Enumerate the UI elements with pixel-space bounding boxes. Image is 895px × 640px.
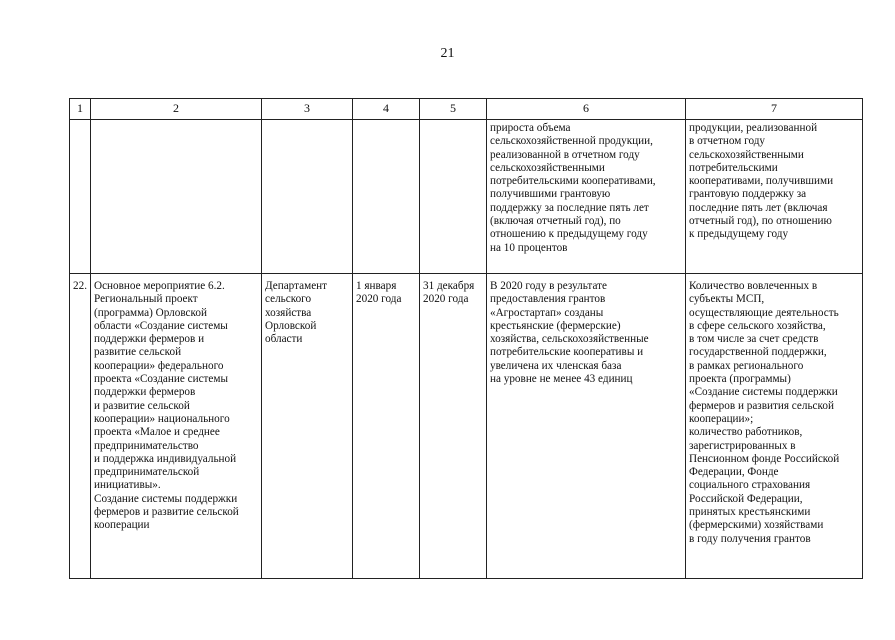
header-cell: 2 [91,99,262,120]
executor-cell: Департамент сельского хозяйства Орловской области [262,274,353,579]
expected-result-cell: прироста объема сельскохозяйственной продукции, реализованной в отчетном году сельскохозяйственными потребительскими кооперативами, получившими грантовую поддержку за последние пять лет (включая отчетный год), по отношению к предыдущему году на 10 процентов [487,120,686,274]
page-number: 21 [440,46,455,61]
table-row [70,274,863,579]
end-date-cell: 31 декабря 2020 года [420,274,487,579]
header-cell: 7 [686,99,863,120]
start-date-cell: 1 января 2020 года [353,274,420,579]
header-cell: 1 [70,99,91,120]
table-header-row [70,99,863,120]
header-cell: 5 [420,99,487,120]
measure-name-cell [91,120,262,274]
header-cell: 3 [262,99,353,120]
table-row [70,120,863,274]
indicator-cell: продукции, реализованной в отчетном году сельскохозяйственными потребительскими кооперативами, получившими грантовую поддержку за последние пять лет (включая отчетный год), по отношению к предыдущему году [686,120,863,274]
measures-table [69,98,863,579]
end-date-cell [420,120,487,274]
row-number-cell [70,120,91,274]
indicator-cell: Количество вовлеченных в субъекты МСП, осуществляющие деятельность в сфере сельского хозяйства, в том числе за счет средств государственной поддержки, в рамках регионального проекта (программы) «Создание системы поддержки фермеров и развития сельской кооперации»; количество работников, зарегистрированных в Пенсионном фонде Российской Федерации, Фонде социального страхования Российской Федерации, принятых крестьянскими (фермерскими) хозяйствами в году получения грантов [686,274,863,579]
measure-name-cell: Основное мероприятие 6.2. Региональный проект (программа) Орловской области «Создание системы поддержки фермеров и развитие сельской кооперации» федерального проекта «Создание системы поддержки фермеров и развитие сельской кооперации» национального проекта «Малое и среднее предпринимательство и поддержка индивидуальной предпринимательской инициативы». Создание системы поддержки фермеров и развитие сельской кооперации [91,274,262,579]
start-date-cell [353,120,420,274]
executor-cell [262,120,353,274]
header-cell: 6 [487,99,686,120]
row-number-cell: 22. [70,274,91,579]
expected-result-cell: В 2020 году в результате предоставления грантов «Агростартап» созданы крестьянские (фермерские) хозяйства, сельскохозяйственные потребительские кооперативы и увеличена их членская база на уровне не менее 43 единиц [487,274,686,579]
header-cell: 4 [353,99,420,120]
